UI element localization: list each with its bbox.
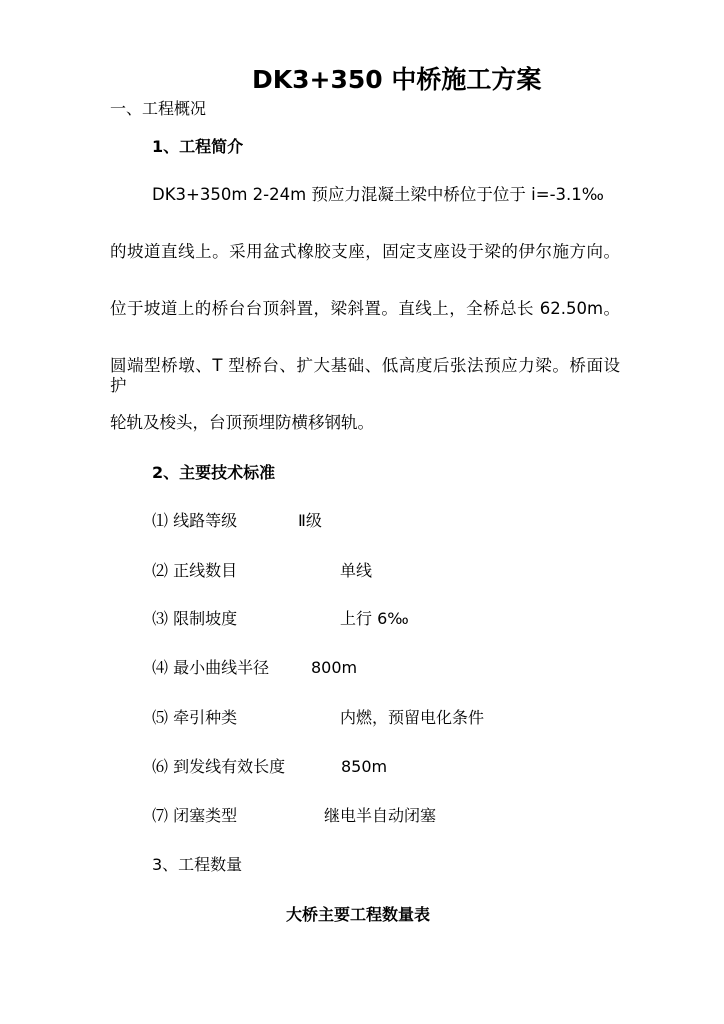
intro-line-3: 位于坡道上的桥台台顶斜置，梁斜置。直线上，全桥总长 62.50m。	[110, 299, 620, 318]
document-title: DK3+350 中桥施工方案	[252, 65, 542, 94]
standard-value: 继电半自动闭塞	[324, 806, 437, 825]
subheading-introduction: 1、工程简介	[152, 137, 244, 156]
standard-value: 850m	[341, 757, 388, 776]
standard-label: ⑶ 限制坡度	[152, 609, 238, 628]
standard-label: ⑷ 最小曲线半径	[152, 658, 270, 677]
section-heading-overview: 一、工程概况	[110, 99, 207, 118]
standard-value: Ⅱ级	[298, 511, 322, 530]
standard-label: ⑹ 到发线有效长度	[152, 757, 286, 776]
standard-label: ⑸ 牵引种类	[152, 708, 238, 727]
table-title: 大桥主要工程数量表	[286, 905, 431, 924]
standard-label: ⑺ 闭塞类型	[152, 806, 238, 825]
subheading-quantities: 3、工程数量	[152, 855, 243, 874]
standard-label: ⑴ 线路等级	[152, 511, 238, 530]
intro-line-2: 的坡道直线上。采用盆式橡胶支座，固定支座设于梁的伊尔施方向。	[110, 242, 620, 261]
standard-value: 内燃，预留电化条件	[340, 708, 485, 727]
intro-line-4: 圆端型桥墩、T 型桥台、扩大基础、低高度后张法预应力梁。桥面设护	[110, 356, 620, 395]
subheading-technical-standards: 2、主要技术标准	[152, 463, 276, 482]
standard-label: ⑵ 正线数目	[152, 561, 238, 580]
intro-line-1: DK3+350m 2-24m 预应力混凝土梁中桥位于位于 i=-3.1‰	[152, 185, 604, 204]
standard-value: 800m	[311, 658, 358, 677]
intro-line-5: 轮轨及梭头，台顶预埋防横移钢轨。	[110, 413, 374, 432]
standard-value: 上行 6‰	[340, 609, 409, 628]
standard-value: 单线	[340, 561, 373, 580]
